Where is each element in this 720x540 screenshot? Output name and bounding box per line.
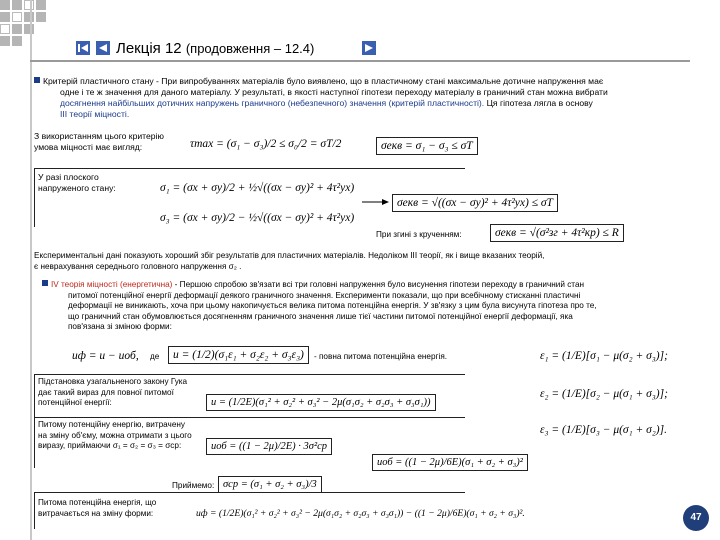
prev-slide-icon[interactable] — [76, 41, 90, 55]
iv-line-e: пов'язана зі зміною форми: — [68, 322, 172, 331]
title-main: Лекція 12 — [116, 40, 182, 57]
shape-line-a: Питома потенційна енергія, що — [38, 498, 157, 507]
epsilon2-formula: ε₂ = (1/E)[σ₂ − μ(σ₁ + σ₃)]; — [540, 388, 668, 400]
hooke-energy-formula: u = (1/2E)(σ₁² + σ₂² + σ₃² − 2μ(σ₁σ₂ + σ₂σ₃ + σ₃σ₁)) — [206, 394, 436, 411]
full-energy-label: - повна питома потенційна енергія. — [314, 352, 448, 361]
plane-line-b: напруженого стану: — [38, 183, 116, 193]
p1-line-c: Ця гіпотеза лягла в основу — [484, 98, 593, 108]
title-sub: (продовження – 12.4) — [185, 41, 315, 56]
shape-label — [38, 498, 156, 519]
p1-line-b: одне і те ж значення для даного матеріалу. У результаті, в якості наступної гіпотези переходу матеріалу в граничний стан можна вибрати — [60, 87, 608, 97]
exp-line-a: Експериментальні дані показують хороший збіг результатів для пластичних матеріалів. Недоліком III теорії, як і вище вказаних теорій, — [34, 251, 545, 260]
vol-line-b: на зміну об'єму, можна отримати з цього — [38, 430, 192, 440]
criterion-condition-text — [34, 131, 164, 153]
p2-line-b: умова міцності має вигляд: — [34, 142, 143, 152]
decorative-grid — [0, 0, 72, 58]
sigma1-formula: σ₁ = (σx + σy)/2 + ½√((σx − σy)² + 4τ²yx) — [160, 182, 355, 194]
shape-energy-definition: uф = u − uоб, — [72, 350, 139, 362]
epsilon1-formula: ε₁ = (1/E)[σ₁ − μ(σ₂ + σ₃)]; — [540, 350, 668, 362]
iv-line-a: - Першою спробою зв'язати всі три головні напруження було висунення гіпотези переходу в граничний стан — [172, 280, 585, 289]
plane-line-a: У разі плоского — [38, 172, 99, 182]
iv-highlight: IV теорія міцності (енергетична) — [51, 280, 173, 289]
p1-line-a: Критерій пластичного стану - При випробуваннях матеріалів було виявлено, що в пластичному стані максимальне дотичне напруження має — [43, 76, 604, 86]
header-rule — [30, 60, 690, 62]
page-title — [116, 40, 314, 57]
bending-torsion-formula: σекв = √(σ²зг + 4τ²кр) ≤ R — [490, 224, 624, 242]
hooke-label — [38, 377, 187, 409]
arrow-right-icon — [362, 198, 390, 206]
shape-line-b: витрачається на зміну форми: — [38, 508, 154, 518]
prev-arrow-icon[interactable] — [96, 41, 110, 55]
exp-line-b: є неврахування середнього головного напруження σ₂ . — [34, 261, 242, 271]
p1-line-d: III теорії міцності. — [60, 109, 130, 119]
plane-stress-label — [38, 172, 116, 194]
epsilon3-formula: ε₃ = (1/E)[σ₃ − μ(σ₁ + σ₂)]. — [540, 424, 667, 436]
torsion-label: При згині з крученням: — [376, 230, 462, 239]
plastic-criterion-paragraph — [34, 76, 704, 120]
next-arrow-icon[interactable] — [362, 41, 376, 55]
where-label: де — [150, 352, 160, 361]
bullet-square-icon — [42, 280, 48, 286]
average-stress-formula: σср = (σ₁ + σ₂ + σ₃)/3 — [218, 476, 322, 493]
full-energy-formula: u = (1/2)(σ₁ε₁ + σ₂ε₂ + σ₃ε₃) — [168, 346, 309, 364]
tau-max-formula: τmax = (σ₁ − σ₃)/2 ≤ σ₀/2 = σT/2 — [190, 138, 342, 150]
shape-energy-formula: uф = (1/2E)(σ₁² + σ₂² + σ₃² − 2μ(σ₁σ₂ + σ₂σ₃ + σ₃σ₁)) − ((1 − 2μ)/6E)(σ₁ + σ₂ + σ₃)². — [196, 508, 525, 519]
iv-line-d: що граничний стан обумовлюється досягненням граничного значення лише тієї частини питомої потенційної енергії деформації, яка — [68, 311, 573, 321]
p1-highlight: досягнення найбільших дотичних напружень граничного (небезпечного) значення (критерій пластичності). — [60, 98, 485, 108]
iv-line-b: питомої потенційної енергії деформації деякого граничного значення. Експерименти показали, що при всебічному стисканні пластичні — [68, 290, 581, 300]
plane-equivalent-formula: σекв = √((σx − σy)² + 4τ²yx) ≤ σT — [392, 194, 558, 212]
p2-line-a: З використанням цього критерію — [34, 131, 164, 141]
hooke-line-b: дає такий вираз для повної питомої — [38, 387, 174, 397]
vol-line-a: Питому потенційну енергію, витрачену — [38, 420, 185, 429]
fourth-theory-paragraph — [34, 280, 704, 333]
equivalent-stress-formula: σекв = σ₁ − σ₃ ≤ σT — [376, 137, 478, 155]
page-number-badge: 47 — [683, 505, 709, 531]
hooke-line-c: потенційної енергії: — [38, 398, 112, 407]
volume-label — [38, 420, 192, 452]
experimental-paragraph — [34, 251, 704, 272]
vol-line-c: виразу, приймаючи σ₁ = σ₂ = σ₃ = σср: — [38, 441, 182, 450]
volume-energy-sum-formula: uоб = ((1 − 2μ)/6E)(σ₁ + σ₂ + σ₃)² — [372, 454, 528, 471]
volume-energy-formula: uоб = ((1 − 2μ)/2E) · 3σ²ср — [206, 438, 332, 455]
sigma3-formula: σ₃ = (σx + σy)/2 − ½√((σx − σy)² + 4τ²yx) — [160, 212, 355, 224]
hooke-line-a: Підстановка узагальненого закону Гука — [38, 377, 188, 386]
accept-label: Приймемо: — [172, 481, 215, 490]
iv-line-c: деформації не виникають, хоча при цьому накопичується велика питома потенційна енергія. У зв'язку з цим була висунута гіпотеза про те, — [68, 301, 597, 310]
left-rule — [30, 0, 32, 540]
bullet-square-icon — [34, 77, 40, 83]
